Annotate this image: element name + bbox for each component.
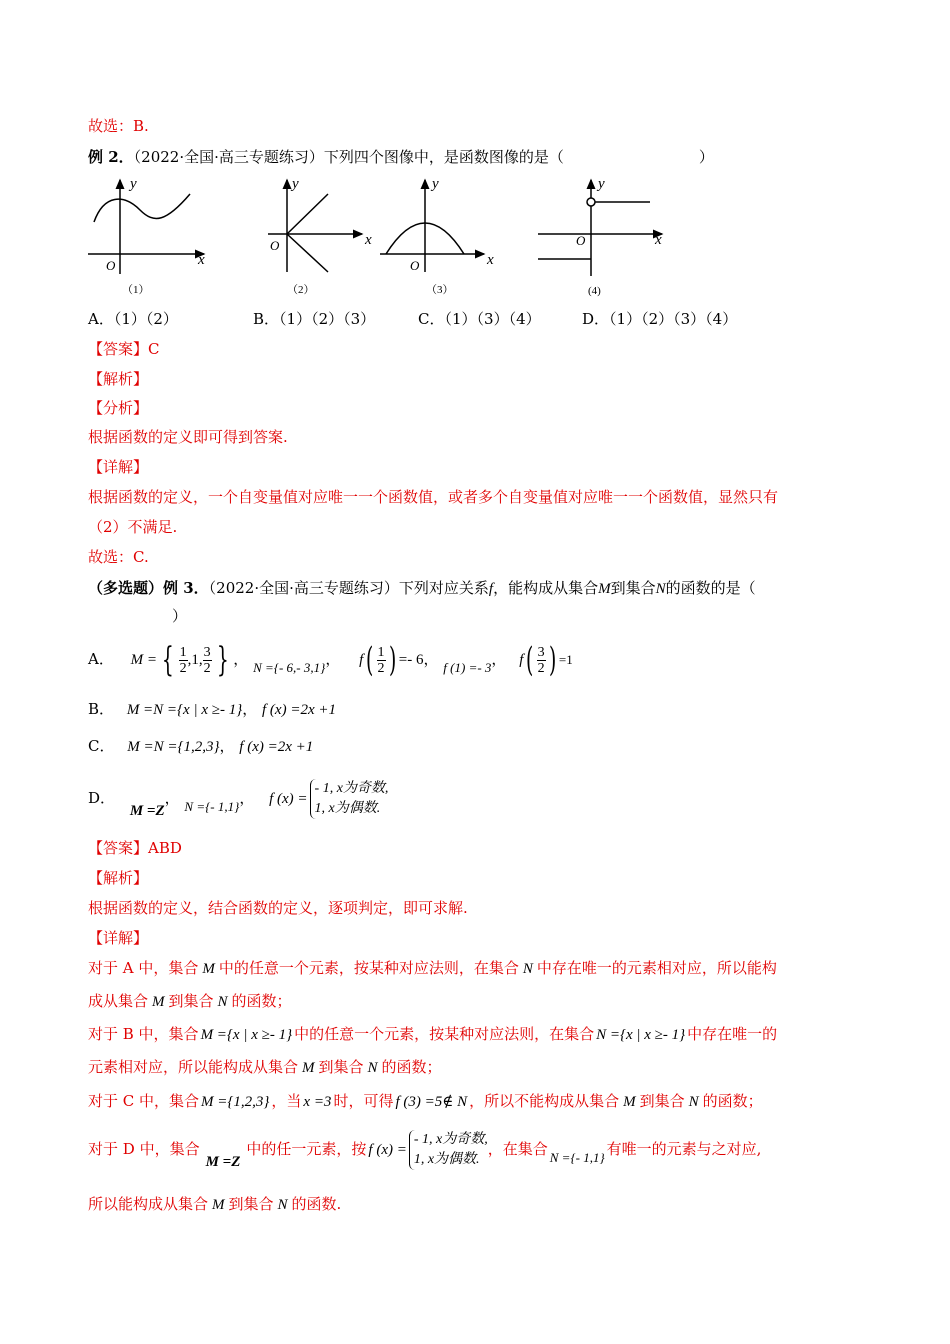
example-2-header (88, 147, 714, 167)
example-3-question-part4: 的函数的是（ (665, 579, 756, 597)
option-a-label: A． (88, 650, 114, 668)
example-2-answer: 【答案】C (88, 340, 160, 358)
option-a-v2: f (1) =- 3 (443, 660, 492, 675)
graph-1-origin: O (106, 258, 116, 273)
option-a-v3: =1 (558, 652, 573, 667)
example-3-analysis-heading: 【解析】 (88, 869, 149, 887)
graph-2-x-label: x (365, 232, 372, 248)
graph-3 (380, 176, 494, 296)
detail-b-line1: 对于 B 中，集合 M ={x | x ≥- 1} 中的任意一个元素，按某种对应法则，在集合 N ={x | x ≥- 1} 中存在唯一的 (88, 1025, 778, 1043)
frac2-den: 2 (203, 660, 211, 676)
example-2-detail-line-1: 根据函数的定义，一个自变量值对应唯一一个函数值，或者多个自变量值对应唯一一个函数值，显然只有 (88, 488, 779, 506)
example-2-fenxi-heading: 【分析】 (88, 399, 149, 417)
graph-2-y-label: y (292, 176, 299, 192)
detail-b-line2: 元素相对应，所以能构成从集合 M 到集合 N 的函数； (88, 1058, 442, 1076)
example-3-question-part3: 到集合 (610, 579, 656, 597)
example-2-question: （2022·全国·高三专题练习）下列四个图像中，是函数图像的是（ ） (133, 148, 714, 166)
graph-1-x-label: x (198, 252, 205, 268)
example-3-detail-heading: 【详解】 (88, 929, 149, 947)
function-graphs (80, 172, 680, 302)
example-3-option-a: A． M = { $\frac{1}{2}$ ,1, $\frac{3}{2}$ } ， N ={- 6,- 3,1}， f( $\frac{1}{2}$ ) =- 6， f (1) =- 3， f( $\frac{3}{2}$ ) =1 (88, 640, 573, 680)
graph-2 (268, 176, 372, 296)
example-2-option-a: A．（1）（2） (88, 310, 178, 328)
example-3-option-c: C． M =N ={1,2,3}， f (x) =2x +1 (88, 737, 314, 755)
example-2-detail-line-2: （2）不满足. (88, 518, 178, 536)
example-3-option-b: B． M =N ={x | x ≥- 1}， f (x) =2x +1 (88, 700, 336, 718)
option-a-f1: f (359, 652, 364, 668)
graph-1-y-label: y (130, 176, 137, 192)
option-a-N: N ={- 6,- 3,1} (253, 660, 326, 675)
option-d-case2: 1, x为偶数. (314, 801, 381, 816)
example-2-option-d: D．（1）（2）（3）（4） (582, 310, 738, 328)
graph-4-y-label: y (598, 176, 605, 192)
example-3-answer: 【答案】ABD (88, 839, 182, 857)
option-d-case1: - 1, x为奇数, (314, 781, 389, 796)
graph-1-caption: （1） (122, 284, 150, 296)
example-3-label: （多选题）例 3． (88, 579, 209, 597)
graph-3-caption: （3） (426, 284, 454, 296)
math-M: M (598, 581, 611, 597)
graph-2-origin: O (270, 238, 280, 253)
frac1-den: 2 (179, 660, 187, 676)
example-3-question-part1: （2022·全国·高三专题练习）下列对应关系 (208, 579, 489, 597)
example-3-header (88, 578, 756, 599)
option-b-label: B． (88, 700, 115, 718)
option-d-label: D． (88, 789, 116, 807)
example-2-conclusion: 故选：C. (88, 548, 149, 566)
option-d-M: M =Z (129, 803, 165, 819)
example-2-option-b: B．（1）（2）（3） (253, 310, 376, 328)
graph-2-caption: （2） (287, 284, 315, 296)
option-d-f: f (x) = (269, 791, 308, 807)
graph-1 (88, 176, 205, 296)
detail-a-line1: 对于 A 中，集合 M 中的任意一个元素，按某种对应法则，在集合 N 中存在唯一的元素相对应，所以能构 (88, 959, 777, 977)
option-c-label: C． (88, 737, 115, 755)
math-f: f (488, 581, 494, 597)
option-a-v1: =- 6 (398, 652, 424, 668)
frac2-num: 3 (203, 644, 211, 660)
example-2-label: 例 2． (88, 148, 134, 166)
answer-choice-prev: 故选：B. (88, 117, 149, 135)
option-d-N: N ={- 1,1} (184, 799, 240, 814)
example-3-option-d: D． M =Z， N ={- 1,1}， f (x) = - 1, x为奇数, 1, x为偶数. (88, 781, 389, 819)
detail-a-line2: 成从集合 M 到集合 N 的函数； (88, 992, 292, 1010)
example-2-fenxi-text: 根据函数的定义即可得到答案. (88, 428, 288, 446)
math-N: N (655, 581, 666, 597)
option-a-mid: ,1, (187, 652, 203, 668)
option-c-expr1: M =N ={1,2,3} (127, 739, 220, 755)
option-a-M: M = (130, 652, 157, 668)
option-b-expr1: M =N ={x | x ≥- 1} (126, 702, 243, 718)
detail-d-line2: 所以能构成从集合 M 到集合 N 的函数. (88, 1195, 342, 1213)
detail-d-line: 对于 D 中，集合M =Z中的任一元素，按 f (x) = - 1, x为奇数, 1, x为偶数. ，在集合 N ={- 1,1} 有唯一的元素与之对应, (88, 1132, 762, 1170)
detail-c-line: 对于 C 中，集合 M ={1,2,3} ，当 x =3 时，可得 f (3) =5∉ N ，所以不能构成从集合 M 到集合 N 的函数； (88, 1092, 763, 1110)
graph-3-origin: O (410, 258, 420, 273)
graph-4-x-label: x (655, 232, 662, 248)
example-2-option-c: C．（1）（3）（4） (418, 310, 541, 328)
example-3-question-part2: ，能构成从集合 (493, 579, 599, 597)
example-3-close-paren: ） (172, 607, 188, 625)
graph-4-origin: O (576, 233, 586, 248)
example-2-analysis-heading: 【解析】 (88, 370, 149, 388)
option-b-expr2: f (x) =2x +1 (262, 702, 336, 718)
example-3-analysis-text: 根据函数的定义，结合函数的定义，逐项判定，即可求解. (88, 899, 468, 917)
graph-4-caption: (4) (588, 285, 601, 297)
example-2-detail-heading: 【详解】 (88, 458, 149, 476)
graph-4 (538, 176, 662, 297)
option-c-expr2: f (x) =2x +1 (239, 739, 314, 755)
graph-3-x-label: x (487, 252, 494, 268)
frac1-num: 1 (179, 644, 187, 660)
graph-3-y-label: y (432, 176, 439, 192)
